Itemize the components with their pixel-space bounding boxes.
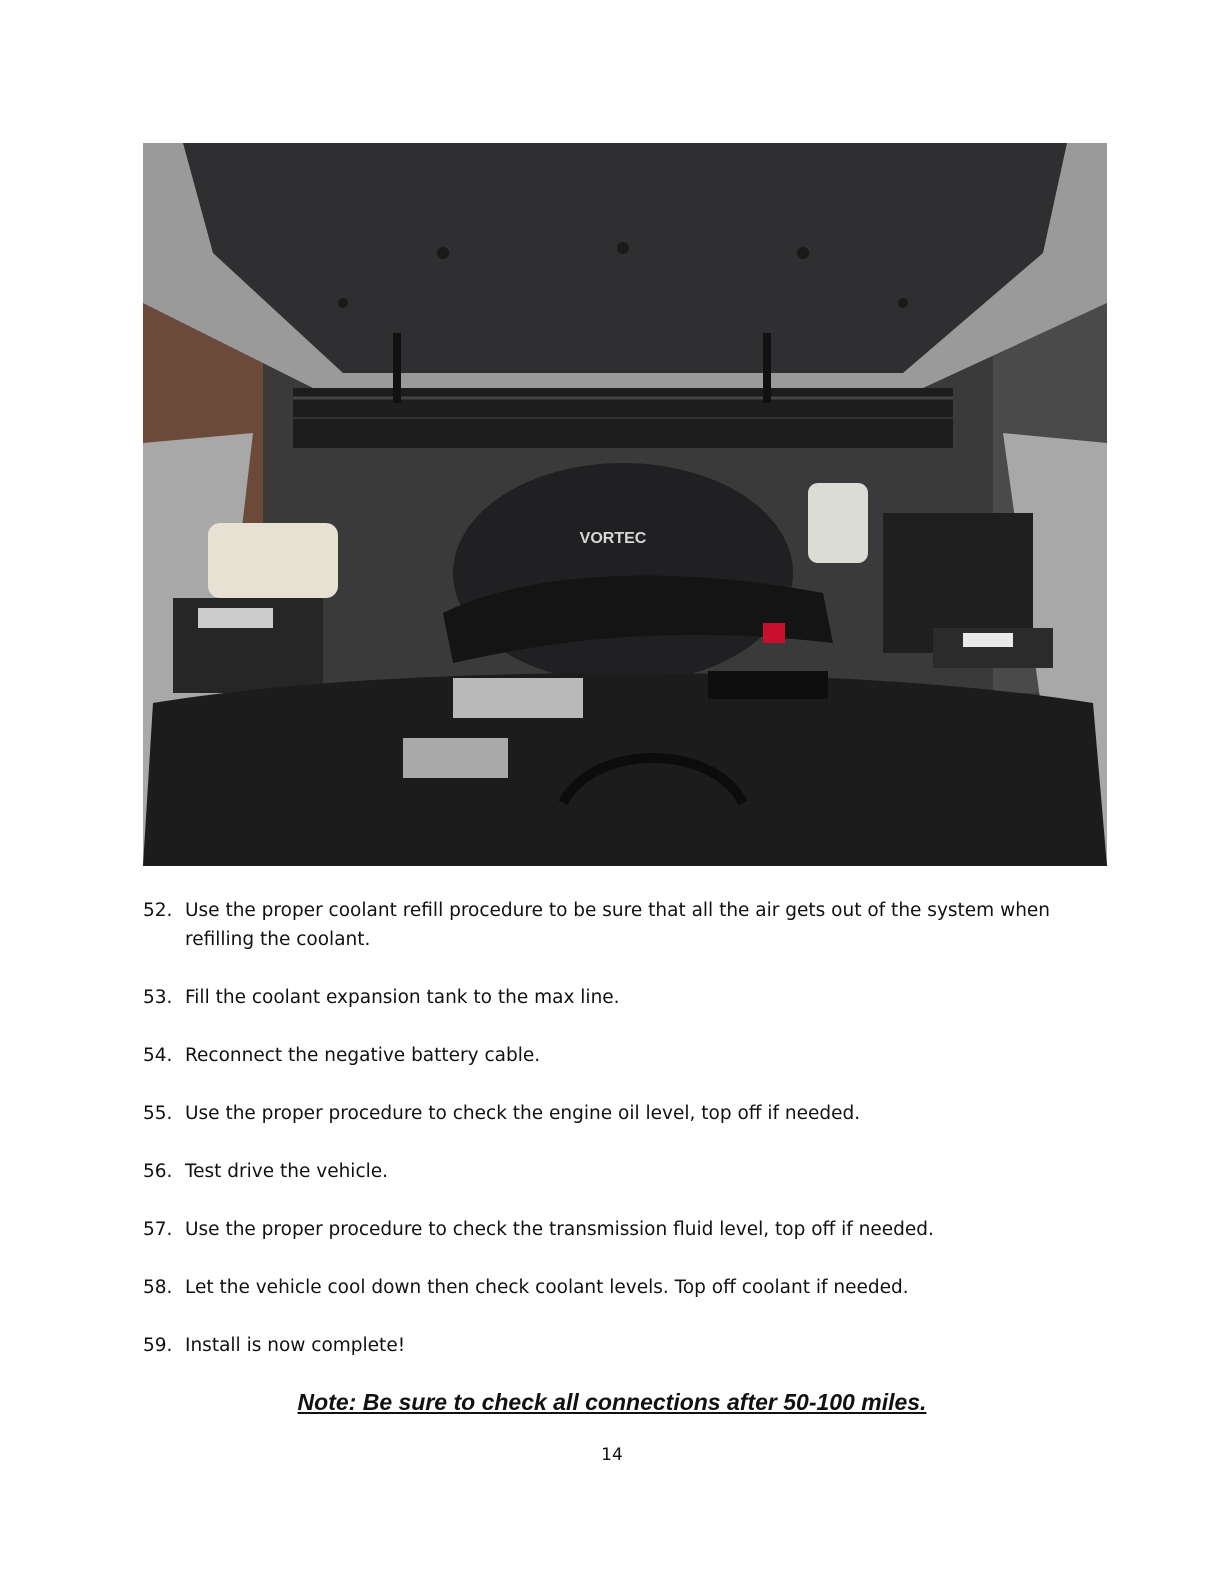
step-number: 57. <box>143 1219 173 1240</box>
procedure-step <box>143 983 1083 1012</box>
step-text: Install is now complete! <box>185 1335 406 1356</box>
engine-bay-photo <box>143 143 1107 866</box>
procedure-step <box>143 1273 1083 1302</box>
page-number: 14 <box>601 1445 623 1465</box>
step-text: Use the proper procedure to check the transmission fluid level, top off if needed. <box>185 1219 934 1240</box>
engine-logo: VORTEC <box>579 530 647 547</box>
step-number: 59. <box>143 1335 173 1356</box>
step-number: 52. <box>143 900 173 921</box>
step-text: Use the proper procedure to check the engine oil level, top off if needed. <box>185 1103 861 1124</box>
procedure-step <box>143 896 1083 954</box>
procedure-step <box>143 1331 1083 1360</box>
procedure-steps-list <box>143 896 1083 1360</box>
step-number: 56. <box>143 1161 173 1182</box>
step-number: 53. <box>143 987 173 1008</box>
step-text: Reconnect the negative battery cable. <box>185 1045 541 1066</box>
step-text: Let the vehicle cool down then check coolant levels. Top off coolant if needed. <box>185 1277 909 1298</box>
engine-bay-illustration <box>143 143 1107 866</box>
step-number: 55. <box>143 1103 173 1124</box>
step-text: Fill the coolant expansion tank to the max line. <box>185 987 620 1008</box>
step-text: Use the proper coolant refill procedure to be sure that all the air gets out of the system when refilling the coolant. <box>185 900 1051 950</box>
step-text: Test drive the vehicle. <box>185 1161 389 1182</box>
procedure-step <box>143 1099 1083 1128</box>
procedure-step <box>143 1215 1083 1244</box>
step-number: 54. <box>143 1045 173 1066</box>
mileage-check-note: Note: Be sure to check all connections after 50-100 miles. <box>297 1389 927 1415</box>
procedure-step <box>143 1157 1083 1186</box>
step-number: 58. <box>143 1277 173 1298</box>
procedure-step <box>143 1041 1083 1070</box>
